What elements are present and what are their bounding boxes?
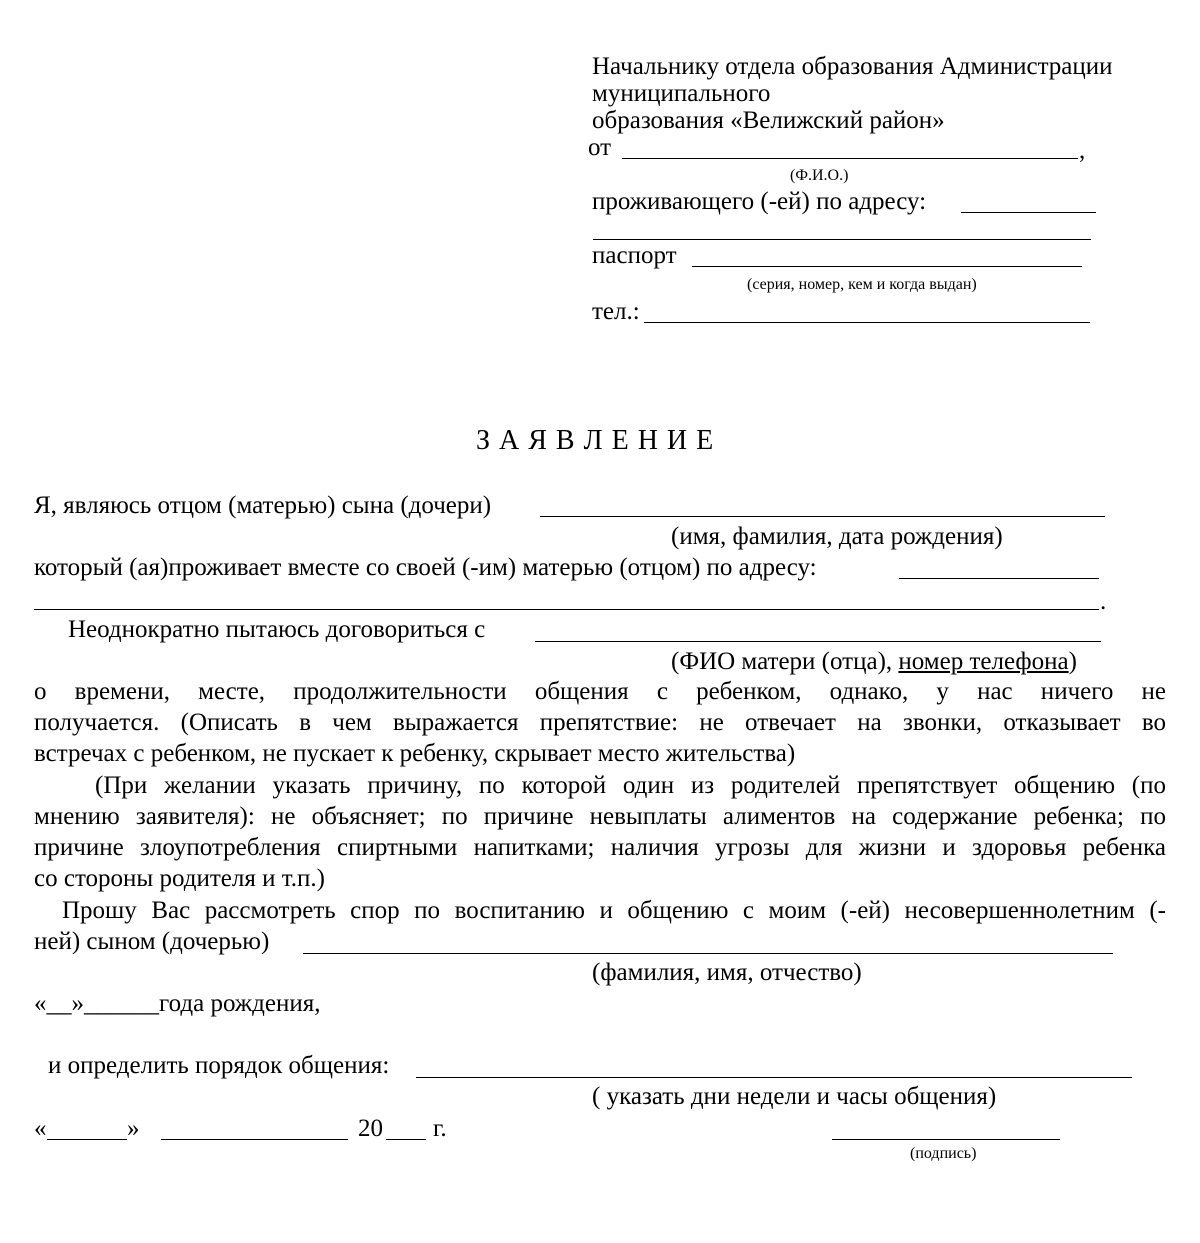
body-line-1: Я, являюсь отцом (матерью) сына (дочери): [34, 492, 492, 519]
passport-label: паспорт: [592, 242, 677, 269]
paragraph-1-line-1: о времени, месте, продолжительности общения с ребенком, однако, у нас ничего не: [34, 678, 1166, 705]
passport-hint: (серия, номер, кем и когда выдан): [747, 276, 977, 293]
hint-child-info: (имя, фамилия, дата рождения): [671, 523, 1003, 550]
date-month-field[interactable]: [161, 1139, 348, 1140]
hint-schedule: ( указать дни недели и часы общения): [592, 1083, 997, 1110]
year-field[interactable]: [386, 1139, 426, 1140]
address-label: проживающего (-ей) по адресу:: [592, 188, 927, 215]
order-line: и определить порядок общения:: [48, 1052, 390, 1079]
hint-child-fio: (фамилия, имя, отчество): [592, 959, 862, 986]
other-parent-fio-field[interactable]: [535, 641, 1101, 642]
addressee-line-1: Начальнику отдела образования Администрации: [592, 53, 1113, 80]
paragraph-2-line-2: мнению заявителя): не объясняет; по причине невыплаты алиментов на содержание ребенка; по: [34, 803, 1166, 830]
child-info-field[interactable]: [540, 516, 1105, 517]
paragraph-2-line-1: (При желании указать причину, по которой один из родителей препятствует общению (по: [95, 772, 1166, 799]
phone-field[interactable]: [644, 322, 1090, 323]
address-field-1[interactable]: [961, 212, 1096, 213]
document-title: З А Я В Л Е Н И Е: [476, 425, 715, 456]
addressee-line-3: образования «Велижский район»: [592, 107, 945, 134]
other-parent-address-field-2[interactable]: [34, 609, 1099, 610]
date-day-field[interactable]: [47, 1139, 127, 1140]
paragraph-2-line-3: причине злоупотребления спиртными напитками; наличия угрозы для жизни и здоровья ребенка: [34, 834, 1166, 861]
other-parent-address-field-1[interactable]: [899, 578, 1099, 579]
year-suffix: г.: [433, 1115, 447, 1142]
from-comma: ,: [1079, 137, 1086, 164]
date-close-quote: »: [127, 1115, 140, 1142]
addressee-line-2: муниципального: [592, 80, 771, 107]
from-label: от: [588, 134, 612, 161]
year-prefix: 20: [358, 1115, 383, 1142]
paragraph-3-line-2: ней) сыном (дочерью): [34, 928, 270, 955]
paragraph-1-line-3: встречах с ребенком, не пускает к ребенку, скрывает место жительства): [34, 740, 796, 767]
child-fio-field[interactable]: [303, 953, 1113, 954]
phone-label: тел.:: [592, 298, 640, 325]
signature-field[interactable]: [832, 1139, 1060, 1140]
paragraph-1-line-2: получается. (Описать в чем выражается препятствие: не отвечает на звонки, отказывает во: [34, 709, 1166, 736]
hint-other-parent: (ФИО матери (отца), номер телефона): [671, 648, 1077, 675]
body-line-2: который (ая)проживает вместе со своей (-им) матерью (отцом) по адресу:: [34, 554, 817, 581]
signature-hint: (подпись): [910, 1145, 977, 1162]
schedule-field[interactable]: [416, 1077, 1132, 1078]
date-open-quote: «: [34, 1115, 47, 1142]
paragraph-2-line-4: со стороны родителя и т.п.): [34, 865, 325, 892]
birth-year-line: «__»______года рождения,: [34, 990, 321, 1017]
address-field-2[interactable]: [593, 239, 1091, 240]
from-fio-field[interactable]: [622, 158, 1078, 159]
line-end-dot: .: [1100, 588, 1107, 615]
body-line-4: Неоднократно пытаюсь договориться с: [68, 616, 486, 643]
paragraph-3-line-1: Прошу Вас рассмотреть спор по воспитанию и общению с моим (-ей) несовершеннолетним (-: [62, 897, 1166, 924]
passport-field[interactable]: [692, 266, 1082, 267]
fio-hint: (Ф.И.О.): [790, 167, 849, 184]
